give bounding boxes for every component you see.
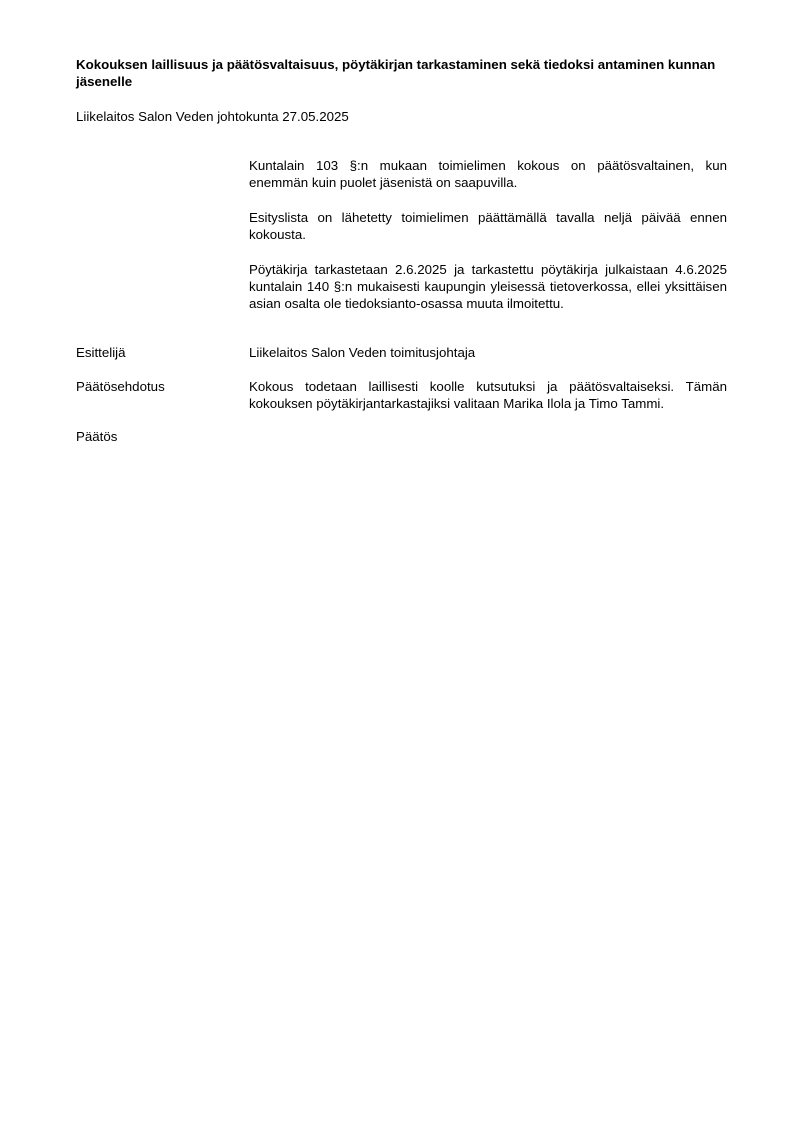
intro-paragraph-agenda: Esityslista on lähetetty toimielimen päättämällä tavalla neljä päivää ennen kokousta. (249, 210, 727, 242)
decision-label: Päätös (76, 429, 118, 444)
proposal-value: Kokous todetaan laillisesti koolle kutsutuksi ja päätösvaltaiseksi. Tämän kokouksen pöytäkirjantarkastajiksi valitaan Marika Ilola ja Timo Tammi. (249, 379, 727, 411)
intro-section (249, 157, 727, 330)
document-title: Kokouksen laillisuus ja päätösvaltaisuus, pöytäkirjan tarkastaminen sekä tiedoksi antaminen kunnan jäsenelle (76, 57, 716, 89)
intro-paragraph-minutes: Pöytäkirja tarkastetaan 2.6.2025 ja tarkastettu pöytäkirja julkaistaan 4.6.2025 kuntalain 140 §:n mukaisesti kaupungin yleisessä tietoverkossa, ellei yksittäisen asian osalta ole tiedoksianto-osassa muuta ilmoitettu. (249, 262, 727, 311)
presenter-value: Liikelaitos Salon Veden toimitusjohtaja (249, 345, 476, 360)
meeting-info: Liikelaitos Salon Veden johtokunta 27.05.2025 (76, 109, 349, 124)
proposal-label: Päätösehdotus (76, 379, 165, 394)
intro-paragraph-quorum: Kuntalain 103 §:n mukaan toimielimen kokous on päätösvaltainen, kun enemmän kuin puolet jäsenistä on saapuvilla. (249, 158, 727, 190)
presenter-label: Esittelijä (76, 345, 126, 360)
